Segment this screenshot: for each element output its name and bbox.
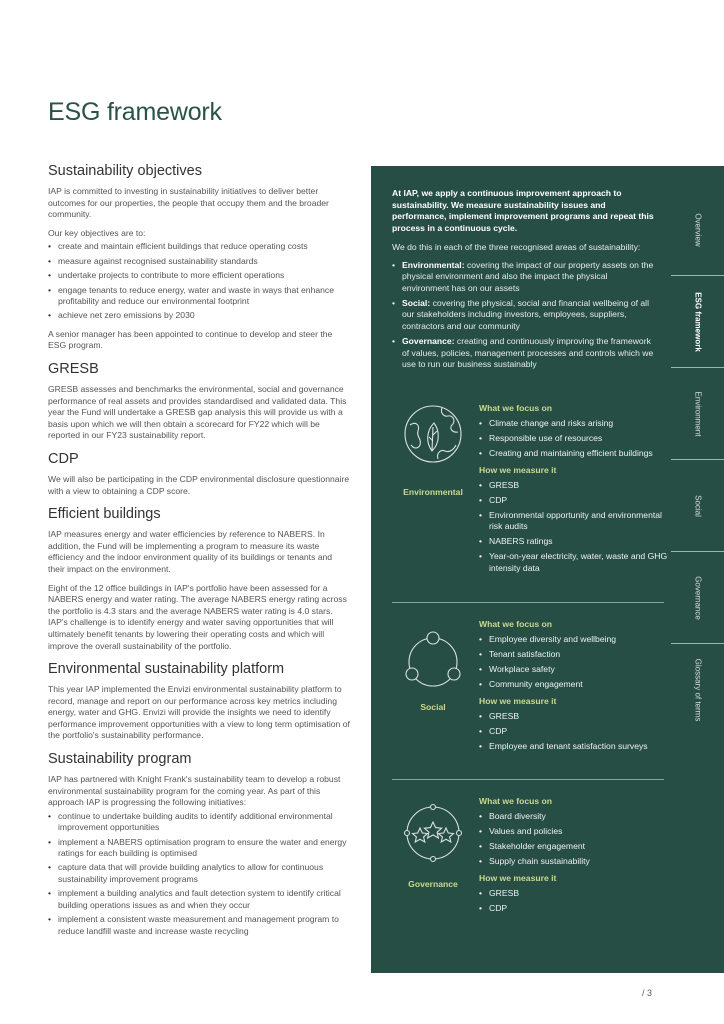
list-item: • CDP: [479, 726, 669, 737]
initiatives-list: [48, 811, 350, 937]
tab-esg-framework[interactable]: [671, 276, 724, 368]
section-efficient-buildings: [48, 506, 350, 652]
globe-leaf-icon: [398, 399, 468, 469]
tab-glossary[interactable]: [671, 644, 724, 736]
list-item: [392, 336, 654, 370]
paragraph: A senior manager has been appointed to continue to develop and steer the ESG program.: [48, 328, 333, 351]
section-heading: Sustainability program: [48, 751, 192, 768]
area-text: creating and continuously improving the framework of values, policies, management processes and controls which we use to run our business sustainably: [402, 336, 654, 370]
list-item: • continue to undertake building audits to identify additional environmental improvement opportunities: [48, 811, 350, 834]
list-item: • Workplace safety: [479, 664, 669, 675]
list-item: • Climate change and risks arising: [479, 418, 669, 429]
focus-heading: What we focus on: [479, 403, 553, 413]
list-item: • Board diversity: [479, 811, 669, 822]
list-item: • CDP: [479, 495, 669, 506]
list-item: • Values and policies: [479, 826, 669, 837]
list-item: • Year-on-year electricity, water, waste and GHG intensity data: [479, 551, 669, 573]
list-item: • create and maintain efficient buildings that reduce operating costs: [48, 241, 350, 252]
paragraph: We will also be participating in the CDP environmental disclosure questionnaire with a view to obtaining a CDP score.: [48, 473, 350, 496]
section-heading: Sustainability objectives: [48, 163, 202, 179]
area-text: covering the physical, social and financial wellbeing of all our stakeholders including investors, employees, suppliers, contractors and our community: [402, 298, 649, 331]
list-item: • CDP: [479, 903, 669, 914]
stars-circle-icon: [398, 798, 468, 868]
section-sustainability-objectives: [48, 163, 350, 352]
area-term: Governance:: [402, 336, 455, 347]
list-item: • implement a NABERS optimisation program to ensure the water and energy ratings for each building is optimised: [48, 837, 350, 860]
area-term: Social:: [402, 298, 431, 308]
list-item: • engage tenants to reduce energy, water and waste in ways that enhance profitability and reduce our environmental footprint: [48, 285, 350, 308]
measure-heading: How we measure it: [479, 873, 557, 884]
list-item: • implement a building analytics and fault detection system to identify critical building operations issues as and when they occur: [48, 888, 350, 911]
tab-label: Overview: [693, 212, 702, 247]
side-navigation: [671, 184, 724, 736]
list-item: • GRESB: [479, 480, 669, 491]
page-number: / 3: [642, 988, 653, 998]
tab-label: Environment: [693, 391, 702, 436]
community-circle-icon: [398, 627, 468, 697]
tab-governance[interactable]: [671, 552, 724, 644]
measure-list: [479, 711, 669, 752]
section-platform: [48, 661, 350, 742]
paragraph: Eight of the 12 office buildings in IAP's portfolio have been assessed for a NABERS energy and water rating. The average NABERS energy rating across the portfolio is 4.3 stars and the average NABERS water rating is 4.0 stars. IAP's challenge is to identify energy and water saving opportunities that will ultimately benefit tenants by lowering their operating costs and which will improve the overall sustainability of the portfolio.: [48, 582, 347, 651]
list-item: • GRESB: [479, 711, 669, 722]
measure-heading: How we measure it: [479, 696, 557, 707]
governance-lists: [479, 796, 669, 920]
tab-label: ESG framework: [693, 291, 702, 352]
paragraph: IAP has partnered with Knight Frank's sustainability team to develop a robust environmental sustainability program for the coming year. As part of this approach IAP is progressing the following initiatives:: [48, 774, 341, 808]
list-item: [392, 260, 654, 294]
list-item: • undertake projects to contribute to more efficient operations: [48, 270, 350, 281]
paragraph: Our key objectives are to:: [48, 227, 146, 238]
paragraph: GRESB assesses and benchmarks the environmental, social and governance performance of real assets and provides standardised and validated data. This year the Fund will undertake a GRESB gap analysis this will provide us with a basis upon which we will then obtain a scorecard for FY22 which will be reported in our FY23 sustainability report.: [48, 384, 347, 441]
measure-list: [479, 888, 669, 914]
list-item: • Employee and tenant satisfaction surveys: [479, 741, 669, 752]
paragraph: IAP is committed to investing in sustainability initiatives to deliver better outcomes for our properties, the people that occupy them and the broader community.: [48, 186, 329, 220]
left-column: [48, 163, 350, 946]
focus-list: [479, 418, 669, 459]
areas-list: [392, 260, 654, 371]
tab-social[interactable]: [671, 460, 724, 552]
divider: [392, 602, 664, 603]
list-item: • capture data that will provide building analytics to allow for continuous sustainability improvement programs: [48, 862, 350, 885]
section-cdp: [48, 451, 350, 497]
list-item: • achieve net zero emissions by 2030: [48, 310, 350, 321]
divider: [392, 779, 664, 780]
measure-heading: How we measure it: [479, 465, 557, 476]
focus-list: [479, 634, 669, 690]
tab-environment[interactable]: [671, 368, 724, 460]
paragraph: We do this in each of the three recognised areas of sustainability:: [392, 242, 641, 253]
social-lists: [479, 619, 669, 758]
pillar-name: Social: [420, 702, 446, 712]
tab-label: Social: [693, 494, 702, 517]
tab-label: Governance: [693, 575, 702, 620]
list-item: • Community engagement: [479, 679, 669, 690]
list-item: [392, 298, 654, 332]
list-item: • Supply chain sustainability: [479, 856, 669, 867]
list-item: • NABERS ratings: [479, 536, 669, 547]
section-heading: GRESB: [48, 361, 99, 377]
section-heading: CDP: [48, 450, 79, 467]
area-term: Environmental:: [402, 259, 465, 270]
area-text: covering the impact of our property assets on the physical environment and also the impact the physical environment has on our assets: [402, 259, 654, 293]
section-heading: Environmental sustainability platform: [48, 661, 285, 678]
list-item: • Employee diversity and wellbeing: [479, 634, 669, 645]
section-heading: Efficient buildings: [48, 506, 161, 523]
section-program: [48, 751, 350, 937]
measure-list: [479, 480, 669, 574]
focus-heading: What we focus on: [479, 619, 553, 629]
list-item: • Stakeholder engagement: [479, 841, 669, 852]
focus-list: [479, 811, 669, 867]
paragraph: IAP measures energy and water efficiencies by reference to NABERS. In addition, the Fund will be implementing a program to measure its waste efficiency and the indoor environment quality of its buildings or tenants and their impact on the environment.: [48, 529, 333, 574]
objectives-list: [48, 241, 350, 321]
pillar-name: Environmental: [403, 487, 463, 497]
esg-panel: [371, 166, 724, 973]
page-title: ESG framework: [48, 98, 222, 126]
tab-overview[interactable]: [671, 184, 724, 276]
focus-heading: What we focus on: [479, 796, 553, 806]
list-item: • implement a consistent waste measurement and management program to reduce landfill waste and increase waste recycling: [48, 914, 350, 937]
panel-intro: [392, 188, 654, 374]
tab-label: Glossary of terms: [693, 658, 702, 722]
environmental-lists: [479, 403, 669, 580]
list-item: • Environmental opportunity and environmental risk audits: [479, 510, 669, 532]
pillar-name: Governance: [408, 879, 458, 889]
list-item: • Creating and maintaining efficient buildings: [479, 448, 669, 459]
list-item: • GRESB: [479, 888, 669, 899]
list-item: • Responsible use of resources: [479, 433, 669, 444]
panel-lead: At IAP, we apply a continuous improvement approach to sustainability. We measure sustainability issues and performance, implement improvement programs and repeat this process in a continuous cycle.: [392, 188, 654, 233]
paragraph: This year IAP implemented the Envizi environmental sustainability platform to record, manage and report on our performance across key metrics including energy, water and GHG. Envizi will provide the insights we need to identify performance improvement opportunities with a view to long term optimisation of the portfolio's sustainability performance.: [48, 684, 350, 741]
section-gresb: [48, 361, 350, 442]
list-item: • measure against recognised sustainability standards: [48, 256, 350, 267]
list-item: • Tenant satisfaction: [479, 649, 669, 660]
